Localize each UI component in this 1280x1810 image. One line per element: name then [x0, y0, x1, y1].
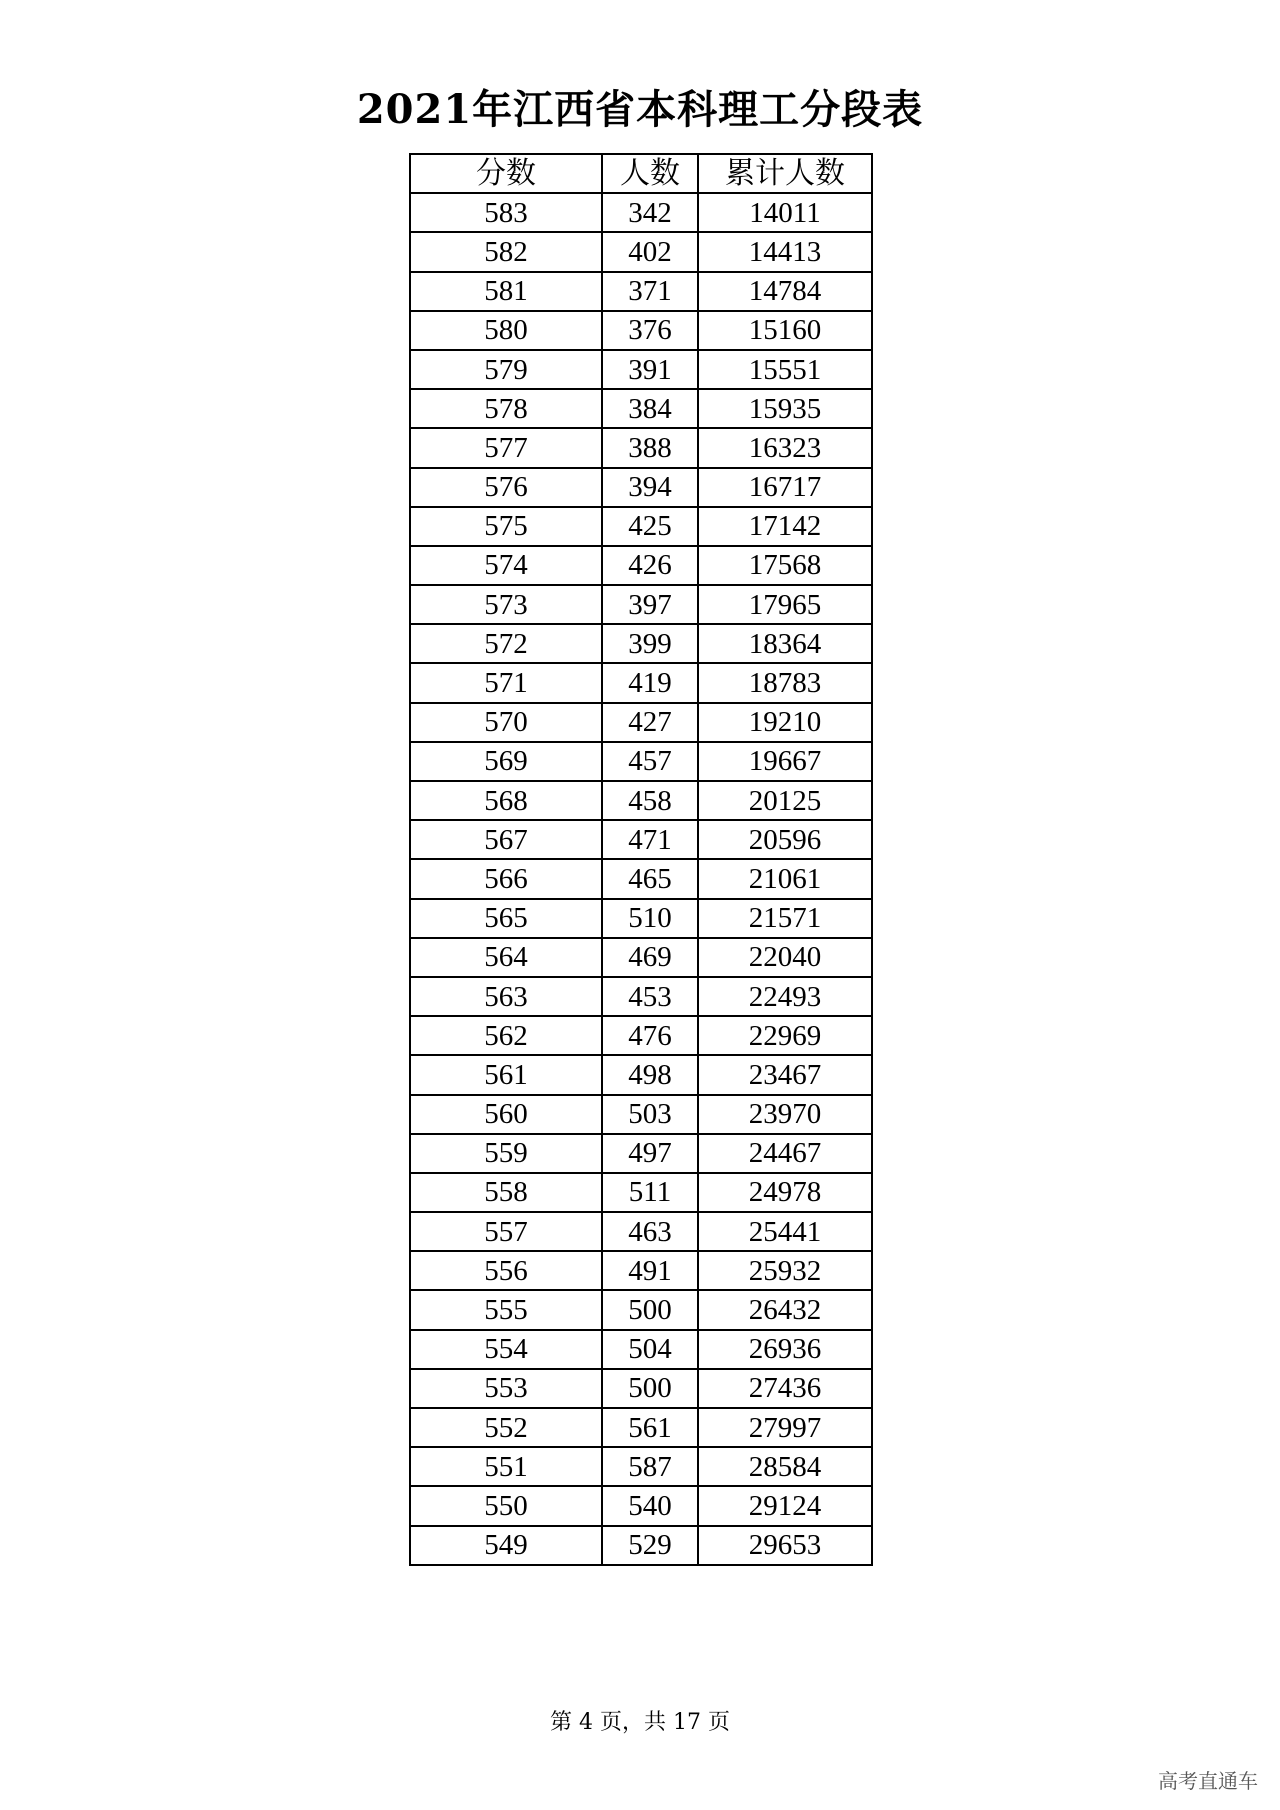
cell-score: 565 [410, 899, 602, 938]
table-row [410, 1016, 872, 1055]
cell-cumulative: 17142 [698, 507, 872, 546]
table-row [410, 1095, 872, 1134]
cell-score: 558 [410, 1173, 602, 1212]
cell-score: 572 [410, 624, 602, 663]
cell-cumulative: 29124 [698, 1486, 872, 1525]
cell-count: 504 [602, 1330, 698, 1369]
cell-score: 566 [410, 859, 602, 898]
table-row [410, 703, 872, 742]
cell-score: 576 [410, 468, 602, 507]
cell-count: 465 [602, 859, 698, 898]
cell-count: 419 [602, 663, 698, 702]
page-footer: 第 4 页，共 17 页 [550, 1710, 730, 1735]
cell-score: 553 [410, 1369, 602, 1408]
cell-cumulative: 27997 [698, 1408, 872, 1447]
cell-count: 503 [602, 1095, 698, 1134]
cell-cumulative: 26432 [698, 1290, 872, 1329]
table-row [410, 781, 872, 820]
table-row [410, 232, 872, 271]
cell-count: 391 [602, 350, 698, 389]
table-row [410, 350, 872, 389]
table-row [410, 546, 872, 585]
cell-score: 577 [410, 428, 602, 467]
table-row [410, 977, 872, 1016]
cell-score: 578 [410, 389, 602, 428]
cell-count: 471 [602, 820, 698, 859]
cell-cumulative: 19667 [698, 742, 872, 781]
cell-count: 498 [602, 1055, 698, 1094]
score-distribution-table [409, 153, 873, 1566]
cell-count: 397 [602, 585, 698, 624]
cell-count: 394 [602, 468, 698, 507]
cell-cumulative: 16323 [698, 428, 872, 467]
cell-score: 580 [410, 311, 602, 350]
cell-score: 551 [410, 1447, 602, 1486]
cell-count: 510 [602, 899, 698, 938]
cell-score: 581 [410, 272, 602, 311]
cell-score: 550 [410, 1486, 602, 1525]
cell-count: 388 [602, 428, 698, 467]
cell-score: 573 [410, 585, 602, 624]
table-row [410, 193, 872, 232]
table-row [410, 663, 872, 702]
cell-cumulative: 21571 [698, 899, 872, 938]
table-row [410, 820, 872, 859]
cell-cumulative: 22969 [698, 1016, 872, 1055]
cell-count: 476 [602, 1016, 698, 1055]
cell-cumulative: 19210 [698, 703, 872, 742]
header-score: 分数 [410, 154, 602, 193]
table-header-row [410, 154, 872, 193]
cell-count: 561 [602, 1408, 698, 1447]
cell-cumulative: 22493 [698, 977, 872, 1016]
cell-score: 582 [410, 232, 602, 271]
cell-score: 564 [410, 938, 602, 977]
table-row [410, 272, 872, 311]
cell-score: 552 [410, 1408, 602, 1447]
cell-cumulative: 24467 [698, 1134, 872, 1173]
table-row [410, 585, 872, 624]
table-row [410, 899, 872, 938]
cell-cumulative: 26936 [698, 1330, 872, 1369]
cell-cumulative: 28584 [698, 1447, 872, 1486]
table-row [410, 1369, 872, 1408]
cell-count: 540 [602, 1486, 698, 1525]
cell-count: 500 [602, 1369, 698, 1408]
cell-score: 556 [410, 1251, 602, 1290]
cell-count: 384 [602, 389, 698, 428]
cell-count: 399 [602, 624, 698, 663]
cell-score: 563 [410, 977, 602, 1016]
cell-count: 587 [602, 1447, 698, 1486]
cell-score: 561 [410, 1055, 602, 1094]
table-row [410, 468, 872, 507]
table-row [410, 1408, 872, 1447]
cell-cumulative: 21061 [698, 859, 872, 898]
cell-count: 469 [602, 938, 698, 977]
cell-score: 555 [410, 1290, 602, 1329]
cell-count: 426 [602, 546, 698, 585]
cell-count: 453 [602, 977, 698, 1016]
cell-score: 559 [410, 1134, 602, 1173]
cell-cumulative: 25441 [698, 1212, 872, 1251]
cell-count: 497 [602, 1134, 698, 1173]
table-row [410, 859, 872, 898]
cell-cumulative: 25932 [698, 1251, 872, 1290]
cell-cumulative: 14784 [698, 272, 872, 311]
table-row [410, 1134, 872, 1173]
cell-score: 575 [410, 507, 602, 546]
header-count: 人数 [602, 154, 698, 193]
cell-count: 342 [602, 193, 698, 232]
cell-count: 371 [602, 272, 698, 311]
cell-score: 549 [410, 1526, 602, 1565]
cell-cumulative: 15551 [698, 350, 872, 389]
table-row [410, 1486, 872, 1525]
cell-count: 491 [602, 1251, 698, 1290]
table-row [410, 428, 872, 467]
cell-count: 458 [602, 781, 698, 820]
table-row [410, 1251, 872, 1290]
cell-cumulative: 16717 [698, 468, 872, 507]
cell-count: 425 [602, 507, 698, 546]
cell-cumulative: 17568 [698, 546, 872, 585]
cell-score: 570 [410, 703, 602, 742]
header-cumulative: 累计人数 [698, 154, 872, 193]
cell-cumulative: 14011 [698, 193, 872, 232]
cell-cumulative: 20596 [698, 820, 872, 859]
table-row [410, 1212, 872, 1251]
cell-score: 574 [410, 546, 602, 585]
cell-cumulative: 15160 [698, 311, 872, 350]
watermark: 高考直通车 [1158, 1769, 1258, 1793]
cell-cumulative: 17965 [698, 585, 872, 624]
cell-score: 569 [410, 742, 602, 781]
cell-count: 402 [602, 232, 698, 271]
cell-score: 567 [410, 820, 602, 859]
table-row [410, 1173, 872, 1212]
cell-cumulative: 22040 [698, 938, 872, 977]
cell-cumulative: 29653 [698, 1526, 872, 1565]
table-row [410, 389, 872, 428]
table-row [410, 938, 872, 977]
cell-score: 568 [410, 781, 602, 820]
cell-cumulative: 15935 [698, 389, 872, 428]
table-row [410, 311, 872, 350]
table-row [410, 507, 872, 546]
cell-count: 457 [602, 742, 698, 781]
table-row [410, 1290, 872, 1329]
cell-score: 560 [410, 1095, 602, 1134]
cell-cumulative: 18364 [698, 624, 872, 663]
cell-count: 463 [602, 1212, 698, 1251]
cell-count: 511 [602, 1173, 698, 1212]
cell-count: 427 [602, 703, 698, 742]
cell-count: 529 [602, 1526, 698, 1565]
table-row [410, 1447, 872, 1486]
table-row [410, 1330, 872, 1369]
cell-cumulative: 20125 [698, 781, 872, 820]
page-title: 2021年江西省本科理工分段表 [356, 86, 924, 133]
table-row [410, 742, 872, 781]
cell-count: 500 [602, 1290, 698, 1329]
cell-cumulative: 24978 [698, 1173, 872, 1212]
cell-score: 562 [410, 1016, 602, 1055]
cell-cumulative: 27436 [698, 1369, 872, 1408]
cell-cumulative: 23970 [698, 1095, 872, 1134]
cell-score: 579 [410, 350, 602, 389]
cell-score: 554 [410, 1330, 602, 1369]
table-row [410, 624, 872, 663]
cell-cumulative: 23467 [698, 1055, 872, 1094]
table-row [410, 1526, 872, 1565]
cell-score: 583 [410, 193, 602, 232]
table-row [410, 1055, 872, 1094]
cell-count: 376 [602, 311, 698, 350]
cell-cumulative: 14413 [698, 232, 872, 271]
cell-score: 557 [410, 1212, 602, 1251]
cell-cumulative: 18783 [698, 663, 872, 702]
cell-score: 571 [410, 663, 602, 702]
table-body [410, 193, 872, 1565]
